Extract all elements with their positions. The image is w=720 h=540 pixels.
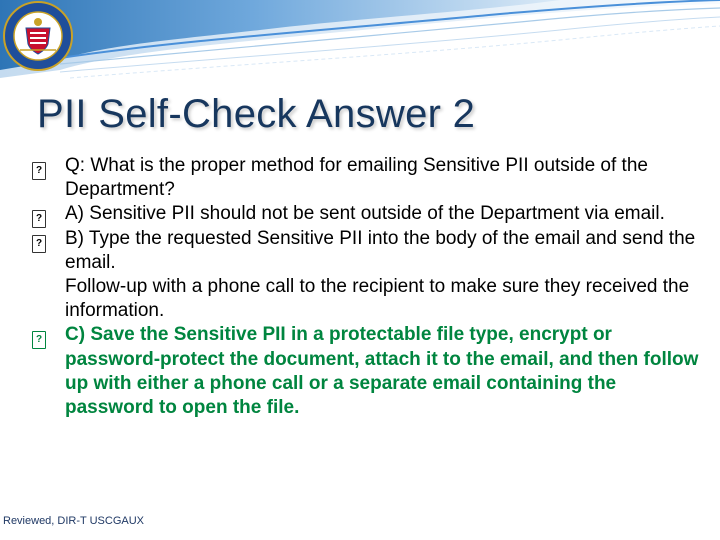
bullet-option-b <box>32 227 702 275</box>
bullet-option-c-correct-answer <box>32 323 702 420</box>
option-b-followup-text: Follow-up with a phone call to the recipient to make sure they received the information. <box>65 276 690 322</box>
footer-reviewed-note: Reviewed, DIR-T USCGAUX <box>3 515 144 527</box>
bullet-option-a <box>32 202 702 226</box>
bullet-question <box>32 154 702 202</box>
question-text: Q: What is the proper method for emailing Sensitive PII outside of the Department? <box>65 155 648 201</box>
bullet-list <box>32 154 702 420</box>
missing-glyph-bullet-icon: ? <box>32 202 58 226</box>
option-c-text: C) Save the Sensitive PII in a protectable file type, encrypt or password-protect the document, attach it to the email, and then follow up with either a phone call or a separate email containing the password to open the file. <box>65 324 699 419</box>
option-a-text: A) Sensitive PII should not be sent outside of the Department via email. <box>65 203 665 225</box>
slide-title: PII Self-Check Answer 2 <box>37 92 476 136</box>
missing-glyph-bullet-icon: ? <box>32 154 58 178</box>
missing-glyph-bullet-icon: ? <box>32 323 58 347</box>
coast-guard-auxiliary-seal-icon <box>2 0 74 72</box>
option-b-text: B) Type the requested Sensitive PII into the body of the email and send the email. <box>65 227 696 273</box>
header-wave-banner <box>0 0 720 90</box>
missing-glyph-bullet-icon: ? <box>32 227 58 251</box>
